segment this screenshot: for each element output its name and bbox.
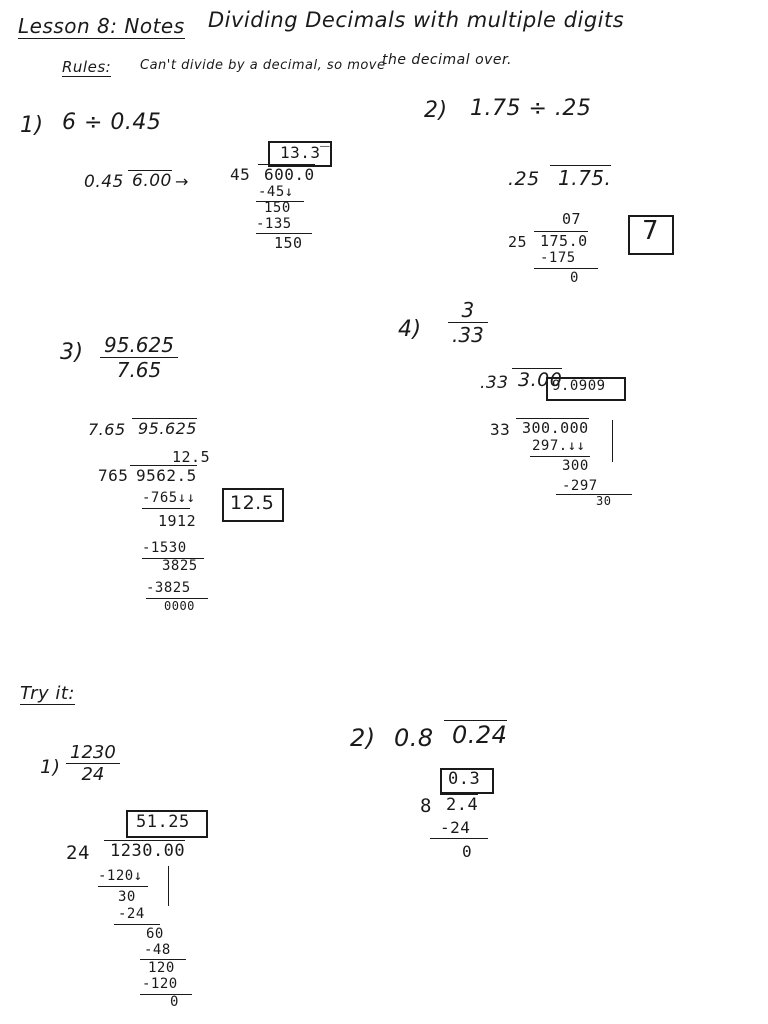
problem-3-numerator: 95.625 xyxy=(104,333,174,357)
problem-1-setup-dividend: 6.00 xyxy=(128,170,172,191)
rules-label: Rules: xyxy=(62,58,112,76)
problem-4-step-2: 300 xyxy=(562,458,589,474)
problem-2-quotient: 07 xyxy=(562,210,582,228)
try-it-2-step-1: -24 xyxy=(440,818,471,837)
problem-3-quotient: 12.5 xyxy=(172,448,211,466)
problem-1-step-2: 150 xyxy=(264,200,291,216)
problem-1-step-1: -45↓ xyxy=(258,184,294,200)
problem-3-step-5: -3825 xyxy=(146,580,191,596)
try-it-1-rule-4 xyxy=(140,994,192,995)
problem-3-rule-1 xyxy=(142,508,190,509)
try-it-1-step-8: 0 xyxy=(170,994,179,1010)
problem-4-label: 4) xyxy=(398,317,422,342)
try-it-1-numerator: 1230 xyxy=(70,742,116,763)
problem-1-quotient: 13.3̅ xyxy=(280,143,321,162)
try-it-2-rule-1 xyxy=(430,838,488,839)
try-it-1-step-7: -120 xyxy=(142,976,178,992)
try-it-1-step-1: -120↓ xyxy=(98,868,143,884)
problem-2-label: 2) xyxy=(424,98,448,123)
problem-1-dividend: 600.0 xyxy=(258,164,315,184)
try-it-2-label: 2) xyxy=(350,724,376,752)
problem-3-label: 3) xyxy=(60,340,84,365)
try-it-2-divisor-setup: 0.8 xyxy=(394,724,434,752)
problem-3-setup-dividend: 95.625 xyxy=(132,418,197,438)
page-title: Dividing Decimals with multiple digits xyxy=(208,8,625,32)
problem-3-fraction xyxy=(100,333,178,382)
problem-3-setup-divisor: 7.65 xyxy=(88,420,126,439)
problem-2-answer: 7 xyxy=(642,216,660,246)
problem-3-divisor: 765 xyxy=(98,466,129,485)
problem-4-denominator: .33 xyxy=(448,322,488,347)
problem-2-step-1: -175 xyxy=(540,250,576,266)
problem-2-step-2: 0 xyxy=(570,270,579,286)
try-it-1-step-3: -24 xyxy=(118,906,145,922)
try-it-1-dividend: 1230.00 xyxy=(104,840,185,861)
problem-4-step-4: 30 xyxy=(596,494,612,508)
try-it-1-label: 1) xyxy=(40,756,61,778)
try-it-1-step-2: 30 xyxy=(118,889,136,905)
try-it-label: Try it: xyxy=(20,683,75,704)
problem-1-step-4: 150 xyxy=(274,234,303,252)
problem-4-quotient: 9.0909 xyxy=(552,378,606,394)
try-it-1-fraction xyxy=(66,742,120,785)
problem-2-rule-1 xyxy=(534,268,598,269)
try-it-1-rule-2 xyxy=(114,924,160,925)
problem-2-dividend: 175.0 xyxy=(534,231,588,250)
problem-4-dividend: 300.000 xyxy=(516,418,589,437)
try-it-1-step-4: 60 xyxy=(146,926,164,942)
lesson-label: Lesson 8: Notes xyxy=(18,14,185,38)
problem-1-divisor: 45 xyxy=(230,165,251,184)
problem-4-setup-divisor: .33 xyxy=(480,373,509,393)
try-it-2-dividend-setup: 0.24 xyxy=(444,720,507,749)
try-it-1-rule-1 xyxy=(98,886,148,887)
problem-4-rule-2 xyxy=(556,494,632,495)
rules-text-b: the decimal over. xyxy=(382,52,512,68)
problem-4-step-1: 297.↓↓ xyxy=(532,438,586,454)
problem-1-step-3: -135 xyxy=(256,216,292,232)
try-it-1-quotient: 51.25 xyxy=(136,812,190,832)
try-it-1-step-6: 120 xyxy=(148,960,175,976)
problem-2-setup-divisor: .25 xyxy=(508,168,540,190)
bring-down-arrow-icon xyxy=(168,866,169,906)
try-it-2-dividend: 2.4 xyxy=(440,794,478,815)
try-it-2-step-2: 0 xyxy=(462,842,473,861)
problem-4-step-3: -297 xyxy=(562,478,598,494)
problem-3-step-4: 3825 xyxy=(162,558,198,574)
bring-down-arrow-icon xyxy=(612,420,613,462)
problem-3-step-3: -1530 xyxy=(142,540,187,556)
problem-3-step-1: -765↓↓ xyxy=(142,490,196,506)
problem-1-setup-divisor: 0.45 xyxy=(84,172,124,192)
try-it-2-quotient: 0.3 xyxy=(448,769,481,789)
try-it-2-divisor: 8 xyxy=(420,795,432,817)
problem-4-numerator: 3 xyxy=(461,298,475,322)
problem-3-dividend: 9562.5 xyxy=(130,465,197,485)
arrow-icon: → xyxy=(175,172,189,191)
problem-4-rule-1 xyxy=(530,456,590,457)
try-it-1-step-5: -48 xyxy=(144,942,171,958)
try-it-1-divisor: 24 xyxy=(66,842,90,864)
problem-2-divisor: 25 xyxy=(508,233,528,251)
problem-4-fraction xyxy=(448,298,488,347)
problem-2-expression: 1.75 ÷ .25 xyxy=(470,96,592,121)
problem-2-setup-dividend: 1.75. xyxy=(550,165,611,190)
problem-1-expression: 6 ÷ 0.45 xyxy=(62,110,162,135)
problem-3-denominator: 7.65 xyxy=(100,357,178,382)
rules-text-a: Can't divide by a decimal, so move xyxy=(140,58,386,73)
problem-4-setup-dividend: 3.00 xyxy=(512,368,562,391)
problem-3-step-6: 0000 xyxy=(164,599,195,613)
problem-3-answer: 12.5 xyxy=(230,492,275,514)
problem-4-divisor: 33 xyxy=(490,420,511,439)
problem-1-label: 1) xyxy=(20,113,44,138)
try-it-1-denominator: 24 xyxy=(66,763,120,785)
problem-3-step-2: 1912 xyxy=(158,512,197,530)
